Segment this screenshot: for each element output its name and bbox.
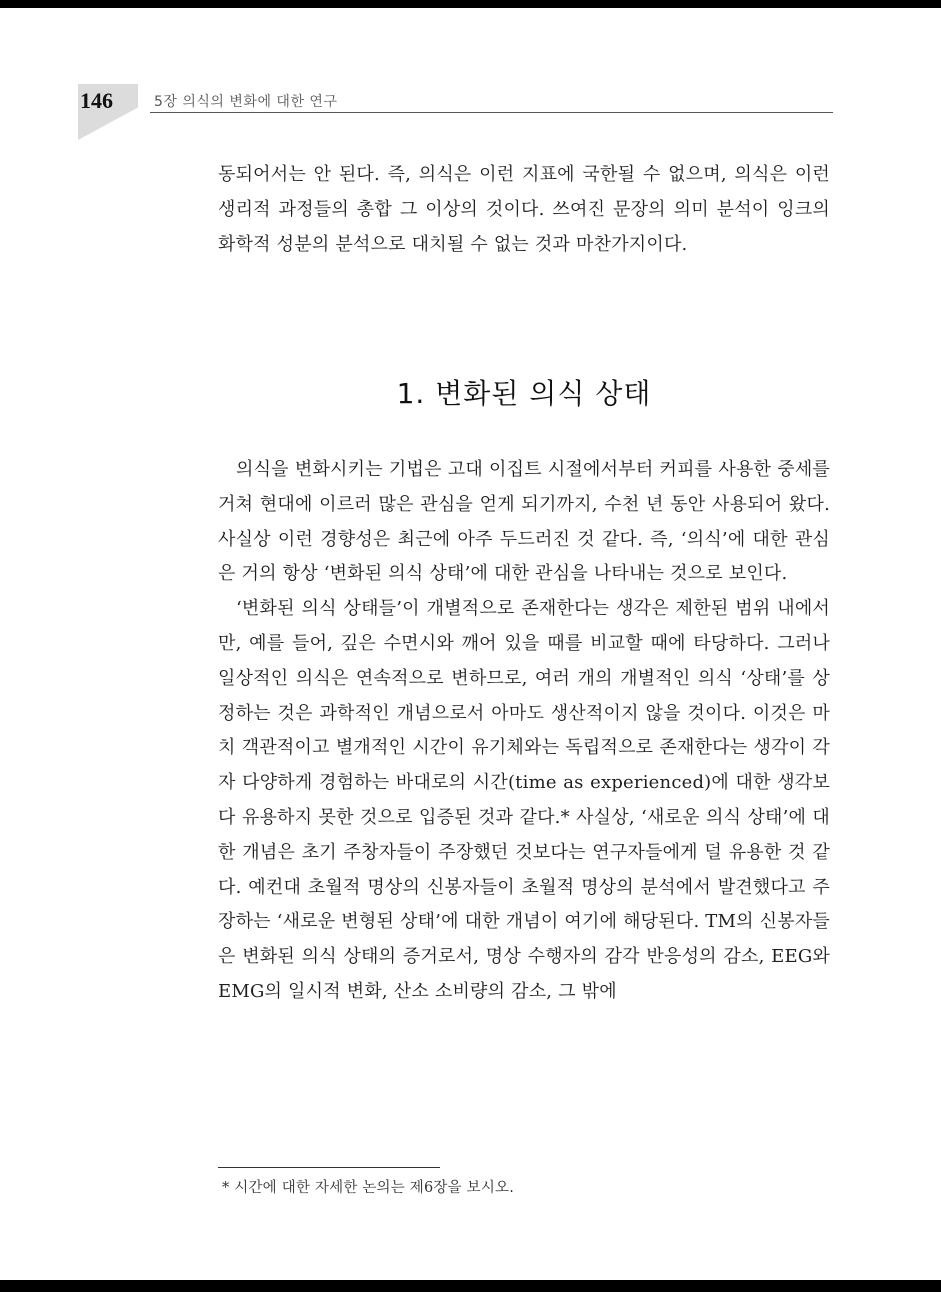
continuation-paragraph: 동되어서는 안 된다. 즉, 의식은 이런 지표에 국한될 수 없으며, 의식은 이런 생리적 과정들의 총합 그 이상의 것이다. 쓰여진 문장의 의미 분석이 잉크의 화학적 성분의 분석으로 대치될 수 없는 것과 마찬가지이다.	[218, 164, 830, 255]
page-number: 146	[80, 88, 113, 113]
section-title: 1. 변화된 의식 상태	[396, 377, 652, 410]
paragraph-1: 의식을 변화시키는 기법은 고대 이집트 시절에서부터 커피를 사용한 중세를 거쳐 현대에 이르러 많은 관심을 얻게 되기까지, 수천 년 동안 사용되어 왔다. 사실상 이런 경향성은 최근에 아주 두드러진 것 같다. 즉, ‘의식’에 대한 관심은 거의 항상 ‘변화된 의식 상태’에 대한 관심을 나타내는 것으로 보인다.	[218, 459, 830, 585]
bottom-border	[0, 1280, 941, 1292]
footnote-rule	[218, 1167, 440, 1168]
continuation-paragraph-block	[218, 158, 830, 262]
paragraph-2: ‘변화된 의식 상태들’이 개별적으로 존재한다는 생각은 제한된 범위 내에서만, 예를 들어, 깊은 수면시와 깨어 있을 때를 비교할 때에 타당하다. 그러나 일상적인 의식은 연속적으로 변하므로, 여러 개의 개별적인 의식 ‘상태’를 상정하는 것은 과학적인 개념으로서 아마도 생산적이지 않을 것이다. 이것은 마치 객관적이고 별개적인 시간이 유기체와는 독립적으로 존재한다는 생각이 각자 다양하게 경험하는 바대로의 시간(time as experienced)에 대한 생각보다 유용하지 못한 것으로 입증된 것과 같다.* 사실상, ‘새로운 의식 상태’에 대한 개념은 초기 주창자들이 주장했던 것보다는 연구자들에게 덜 유용한 것 같다. 예컨대 초월적 명상의 신봉자들이 초월적 명상의 분석에서 발견했다고 주장하는 ‘새로운 변형된 상태’에 대한 개념이 여기에 해당된다. TM의 신봉자들은 변화된 의식 상태의 증거로서, 명상 수행자의 감각 반응성의 감소, EEG와 EMG의 일시적 변화, 산소 소비량의 감소, 그 밖에	[218, 598, 830, 1002]
top-border	[0, 0, 941, 8]
footnote: * 시간에 대한 자세한 논의는 제6장을 보시오.	[222, 1180, 515, 1196]
section-body	[218, 453, 830, 1010]
header-rule	[150, 112, 833, 113]
running-header: 5장 의식의 변화에 대한 연구	[154, 94, 338, 110]
